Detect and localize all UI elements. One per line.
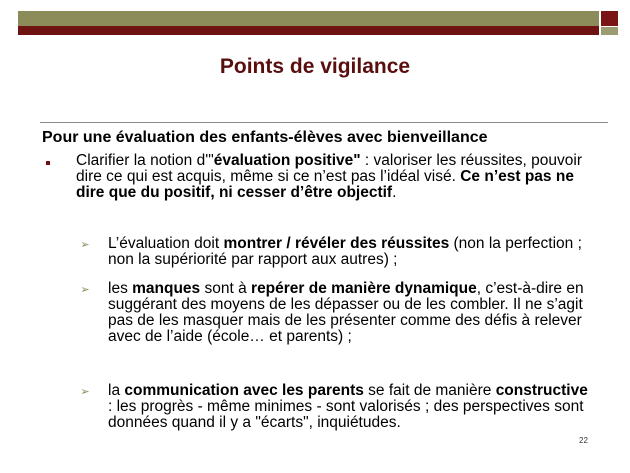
arrow-bullet-icon: ➢ [80, 386, 90, 398]
square-bullet-icon [46, 161, 50, 165]
arrow-bullet-icon: ➢ [80, 239, 90, 251]
header-maroon-bar [18, 26, 599, 35]
page-number: 22 [579, 436, 588, 445]
sub-bullet-text-3: la communication avec les parents se fait de manière constructive : les progrès - même minimes - sont valorisés ; des perspectives sont données quand il y a "écarts", inquiétudes. [108, 382, 588, 431]
arrow-bullet-icon: ➢ [80, 284, 90, 296]
sub-bullet-text-2: les manques sont à repérer de manière dynamique, c’est-à-dire en suggérant des moyens de les dépasser ou de les combler. Il ne s’agit pas de les masquer mais de les présenter comme des défis à relever avec de l’aide (école… et parents) ; [108, 280, 584, 345]
slide-title: Points de vigilance [219, 55, 411, 78]
title-divider [40, 122, 608, 123]
sub-bullet-text-1: L’évaluation doit montrer / révéler des réussites (non la perfection ; non la supériorité par rapport aux autres) ; [108, 235, 582, 268]
section-subtitle: Pour une évaluation des enfants-élèves avec bienveillance [42, 129, 488, 146]
header-olive-bar [18, 11, 599, 26]
main-bullet-text: Clarifier la notion d'"évaluation positive" : valoriser les réussites, pouvoir dire ce qui est acquis, même si ce n’est pas l’idéal visé. Ce n’est pas ne dire que du positif, ni cesser d’être objectif. [76, 152, 582, 201]
corner-square-top [601, 11, 618, 26]
corner-square-bottom [601, 27, 618, 35]
